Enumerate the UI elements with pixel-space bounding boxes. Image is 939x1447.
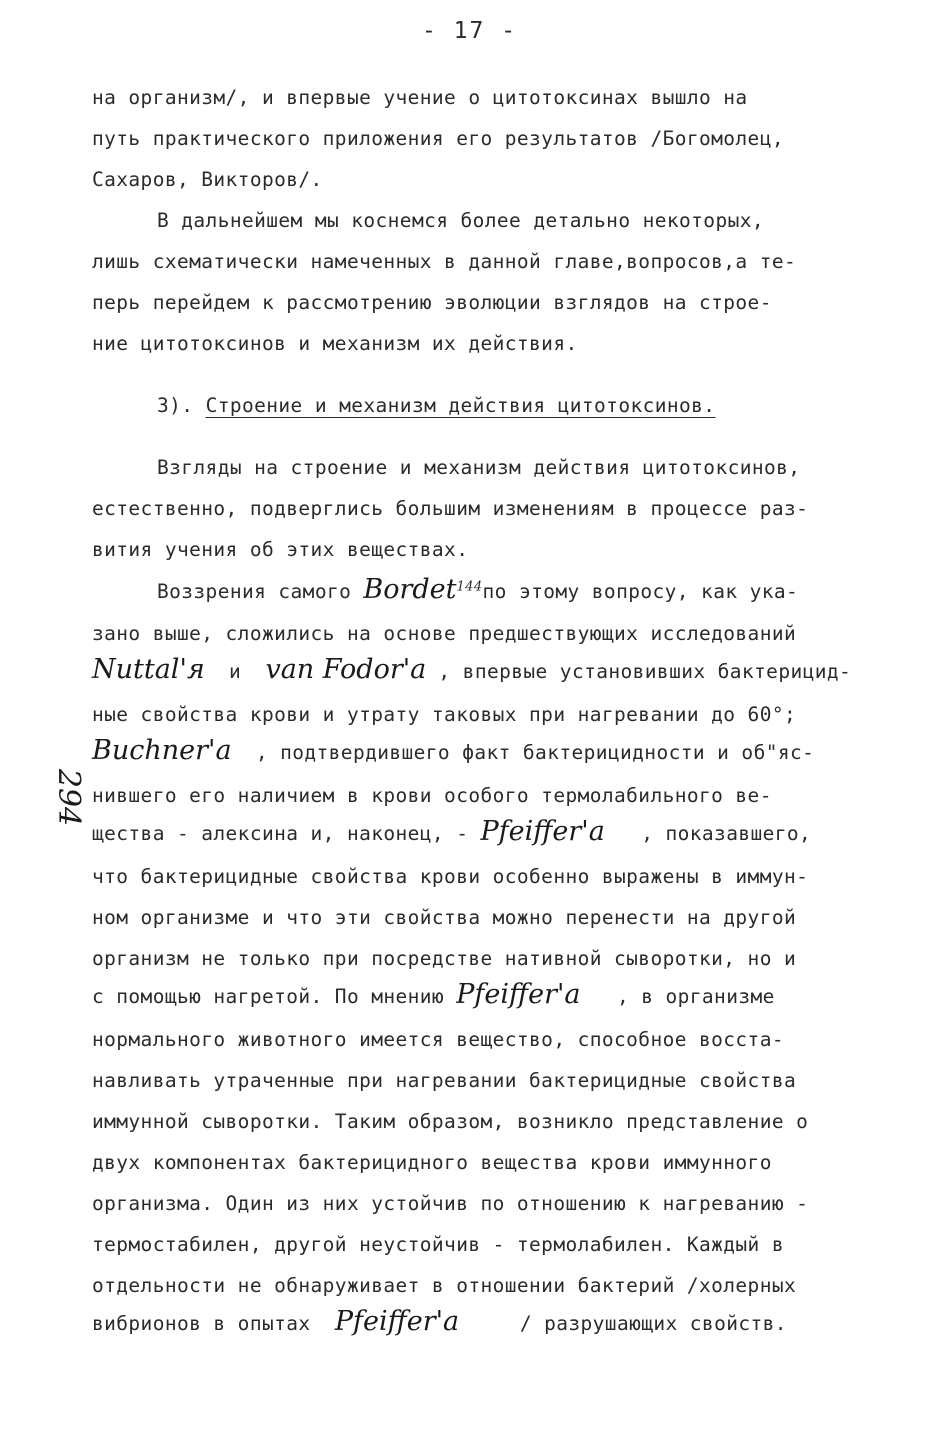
text-fragment: , подтвердившего факт бактерицидности и об"яс- (255, 741, 815, 764)
text-line: зано выше, сложились на основе предшествующих исследований (92, 622, 797, 645)
page-number: - 17 - (421, 18, 518, 44)
handwritten-name: Nuttal'я (92, 654, 205, 685)
text-fragment: , показавшего, (641, 822, 812, 845)
handwritten-name: Bordet (363, 574, 457, 605)
text-line (157, 576, 798, 603)
text-line: естественно, подверглись большим изменениям в процессе раз- (92, 497, 809, 520)
handwritten-name: Pfeiffer'a (334, 1306, 460, 1337)
text-line: организм не только при посредстве нативной сыворотки, но и (92, 947, 797, 970)
text-line: нормального животного имеется вещество, способное восста- (92, 1028, 784, 1051)
text-line: В дальнейшем мы коснемся более детально некоторых, (157, 209, 764, 232)
text-fragment: и (229, 660, 242, 683)
handwritten-name: Pfeiffer'a (456, 979, 581, 1010)
text-fragment: с помощью нагретой. По мнению (92, 985, 445, 1008)
margin-handwritten-note: 294 (51, 768, 87, 827)
text-line: ние цитотоксинов и механизм их действия. (92, 332, 578, 355)
text-line: навливать утраченные при нагревании бактерицидные свойства (92, 1069, 797, 1092)
handwritten-name: Buchner'a (92, 735, 232, 766)
text-line (92, 818, 811, 845)
handwritten-name: van Fodor'a (265, 654, 427, 685)
text-line: нившего его наличием в крови особого термолабильного ве- (92, 784, 772, 807)
text-line: перь перейдем к рассмотрению эволюции взглядов на строе- (92, 291, 772, 314)
text-fragment: , в организме (616, 985, 775, 1008)
text-line (92, 981, 775, 1008)
text-line: ном организме и что эти свойства можно перенести на другой (92, 906, 797, 929)
text-line: путь практического приложения его результатов /Богомолец, (92, 127, 784, 150)
text-line: вития учения об этих веществах. (92, 538, 469, 561)
text-line: на организм/, и впервые учение о цитотоксинах вышло на (92, 86, 748, 109)
reference-superscript: 144 (456, 579, 483, 595)
handwritten-name: Pfeiffer'a (480, 816, 605, 847)
text-line: термостабилен, другой неустойчив - термолабилен. Каждый в (92, 1233, 784, 1256)
text-fragment: щества - алексина и, наконец, - (92, 822, 469, 845)
section-heading-text: Строение и механизм действия цитотоксинов. (205, 394, 716, 417)
text-line: Взгляды на строение и механизм действия цитотоксинов, (157, 456, 801, 479)
text-line: Сахаров, Викторов/. (92, 168, 323, 191)
text-line (92, 656, 851, 683)
text-line (92, 737, 814, 764)
text-fragment: по этому вопросу, как ука- (482, 580, 799, 603)
text-line: организма. Один из них устойчив по отношению к нагреванию - (92, 1192, 809, 1215)
text-line: лишь схематически намеченных в данной главе,вопросов,а те- (92, 250, 797, 273)
text-fragment: / разрушающих свойств. (519, 1312, 787, 1335)
text-fragment: , впервые установивших бактерицид- (438, 660, 852, 683)
text-line: отдельности не обнаруживает в отношении бактерий /холерных (92, 1274, 797, 1297)
text-line: что бактерицидные свойства крови особенно выражены в иммун- (92, 865, 809, 888)
text-line (92, 1308, 787, 1335)
section-heading (157, 396, 715, 416)
text-fragment: Воззрения самого (157, 580, 352, 603)
section-heading-number: 3). (157, 394, 194, 417)
text-line: двух компонентах бактерицидного вещества крови иммунного (92, 1151, 772, 1174)
text-line: иммунной сыворотки. Таким образом, возникло представление о (92, 1110, 809, 1133)
text-line: ные свойства крови и утрату таковых при нагревании до 60°; (92, 703, 797, 726)
text-fragment: вибрионов в опытах (92, 1312, 311, 1335)
